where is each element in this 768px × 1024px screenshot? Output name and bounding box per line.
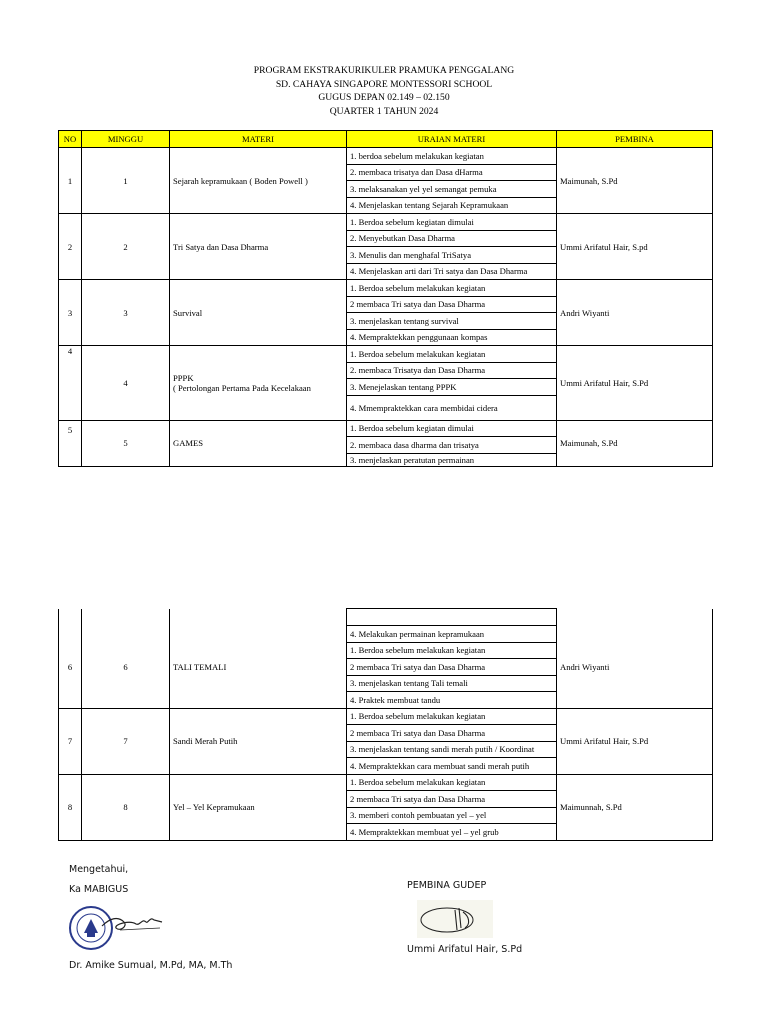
row-minggu: 5	[82, 420, 170, 466]
row-uraian-item: 1. Berdoa sebelum melakukan kegiatan	[347, 280, 557, 297]
row-no: 2	[59, 214, 82, 280]
row-uraian-item: 3. menjelaskan tentang Tali temali	[347, 675, 557, 692]
table-row	[59, 708, 713, 725]
row-pembina: Andri Wiyanti	[557, 626, 713, 709]
pembina-gudep-label: PEMBINA GUDEP	[407, 880, 487, 891]
row-pembina: Ummi Arifatul Hair, S.Pd	[557, 346, 713, 421]
header-program-title: PROGRAM EKSTRAKURIKULER PRAMUKA PENGGALANG	[253, 65, 515, 76]
continuation-cell	[170, 609, 347, 626]
row-pembina: Andri Wiyanti	[557, 280, 713, 346]
row-uraian-item: 3. menjelaskan tentang survival	[347, 313, 557, 330]
row-uraian-item: 1. berdoa sebelum melakukan kegiatan	[347, 148, 557, 165]
continuation-cell	[557, 609, 713, 626]
row-uraian-item: 3. Menulis dan menghafal TriSatya	[347, 247, 557, 264]
row-uraian-item: 4. Mmempraktekkan cara membidai cidera	[347, 395, 557, 420]
row-uraian-item: 4. Menjelaskan arti dari Tri satya dan Dasa Dharma	[347, 263, 557, 280]
row-uraian-item: 2. membaca Trisatya dan Dasa Dharma	[347, 362, 557, 379]
ka-mabigus-signature-icon	[100, 908, 166, 938]
row-uraian-item: 4. Mempraktekkan cara membuat sandi merah putih	[347, 758, 557, 775]
ka-mabigus-label: Ka MABIGUS	[69, 884, 129, 895]
row-uraian-item: 3. menjelaskan tentang sandi merah putih / Koordinat	[347, 741, 557, 758]
row-pembina: Maimunah, S.Pd	[557, 148, 713, 214]
row-uraian-item: 2. Menyebutkan Dasa Dharma	[347, 230, 557, 247]
row-uraian-item: 3. Menejelaskan tentang PPPK	[347, 379, 557, 396]
table-row	[59, 774, 713, 791]
row-minggu: 4	[82, 346, 170, 421]
row-minggu: 8	[82, 774, 170, 840]
row-uraian-item: 2 membaca Tri satya dan Dasa Dharma	[347, 725, 557, 742]
row-uraian-item: 1. Berdoa sebelum melakukan kegiatan	[347, 774, 557, 791]
row-uraian-item: 2 membaca Tri satya dan Dasa Dharma	[347, 791, 557, 808]
document-header	[0, 64, 768, 118]
table-row	[59, 626, 713, 643]
row-no: 7	[59, 708, 82, 774]
row-uraian-item: 1. Berdoa sebelum melakukan kegiatan	[347, 346, 557, 363]
row-uraian-item: 2. membaca trisatya dan Dasa dHarma	[347, 164, 557, 181]
column-header-pembina: PEMBINA	[557, 131, 713, 148]
row-materi: Sandi Merah Putih	[170, 708, 347, 774]
row-pembina: Maimunah, S.Pd	[557, 420, 713, 466]
row-uraian-item: 1. Berdoa sebelum melakukan kegiatan	[347, 642, 557, 659]
row-uraian-item: 1. Berdoa sebelum kegiatan dimulai	[347, 420, 557, 437]
row-minggu: 7	[82, 708, 170, 774]
row-materi	[170, 346, 347, 421]
row-minggu: 1	[82, 148, 170, 214]
row-uraian-item: 1. Berdoa sebelum kegiatan dimulai	[347, 214, 557, 231]
column-header-no: NO	[59, 131, 82, 148]
row-uraian-item: 4. Melakukan permainan kepramukaan	[347, 626, 557, 643]
schedule-table-page-1	[58, 130, 713, 467]
row-materi: Tri Satya dan Dasa Dharma	[170, 214, 347, 280]
table-row	[59, 148, 713, 165]
row-uraian-item: 3. memberi contoh pembuatan yel – yel	[347, 807, 557, 824]
row-uraian-item: 4. Mempraktekkan penggunaan kompas	[347, 329, 557, 346]
row-minggu: 3	[82, 280, 170, 346]
continuation-cell	[347, 609, 557, 626]
row-uraian-item: 2 membaca Tri satya dan Dasa Dharma	[347, 296, 557, 313]
header-school-name: SD. CAHAYA SINGAPORE MONTESSORI SCHOOL	[275, 78, 493, 90]
row-no: 4	[59, 346, 82, 421]
row-no: 6	[59, 626, 82, 709]
row-materi: GAMES	[170, 420, 347, 466]
table-row	[59, 420, 713, 437]
column-header-uraian: URAIAN MATERI	[347, 131, 557, 148]
table-header-row	[59, 131, 713, 148]
row-materi: Survival	[170, 280, 347, 346]
continuation-cell	[59, 609, 82, 626]
row-pembina: Ummi Arifatul Hair, S.Pd	[557, 708, 713, 774]
row-uraian-item: 3. melaksanakan yel yel semangat pemuka	[347, 181, 557, 198]
table-row	[59, 280, 713, 297]
table-row	[59, 609, 713, 626]
ka-mabigus-name: Dr. Amike Sumual, M.Pd, MA, M.Th	[69, 960, 233, 971]
row-uraian-item: 2 membaca Tri satya dan Dasa Dharma	[347, 659, 557, 676]
row-materi: TALI TEMALI	[170, 626, 347, 709]
column-header-materi: MATERI	[170, 131, 347, 148]
row-pembina: Ummi Arifatul Hair, S.pd	[557, 214, 713, 280]
row-uraian-item: 3. menjelaskan peratutan permainan	[347, 453, 557, 466]
row-minggu: 2	[82, 214, 170, 280]
row-uraian-item: 4. Menjelaskan tentang Sejarah Kepramukaan	[347, 197, 557, 214]
row-minggu: 6	[82, 626, 170, 709]
row-materi-line: ( Pertolongan Pertama Pada Kecelakaan	[173, 382, 311, 393]
row-no: 3	[59, 280, 82, 346]
row-pembina: Maimunnah, S.Pd	[557, 774, 713, 840]
row-materi-line: PPPK	[173, 372, 194, 383]
mengetahui-label: Mengetahui,	[69, 864, 129, 875]
row-uraian-item: 4. Praktek membuat tandu	[347, 692, 557, 709]
row-materi: Sejarah kepramukaan ( Boden Powell )	[170, 148, 347, 214]
column-header-minggu: MINGGU	[82, 131, 170, 148]
row-no: 8	[59, 774, 82, 840]
header-gugus-depan: GUGUS DEPAN 02.149 – 02.150	[318, 92, 450, 103]
table-row	[59, 346, 713, 363]
row-no: 5	[59, 420, 82, 466]
row-uraian-item: 1. Berdoa sebelum melakukan kegiatan	[347, 708, 557, 725]
continuation-cell	[82, 609, 170, 626]
pembina-name: Ummi Arifatul Hair, S.Pd	[407, 944, 523, 955]
pembina-signature-icon	[417, 900, 493, 938]
header-quarter: QUARTER 1 TAHUN 2024	[329, 105, 439, 117]
row-no: 1	[59, 148, 82, 214]
row-uraian-item: 2. membaca dasa dharma dan trisatya	[347, 437, 557, 454]
row-materi: Yel – Yel Kepramukaan	[170, 774, 347, 840]
table-row	[59, 214, 713, 231]
row-uraian-item: 4. Mempraktekkan membuat yel – yel grub	[347, 824, 557, 841]
schedule-table-page-2	[58, 608, 713, 841]
